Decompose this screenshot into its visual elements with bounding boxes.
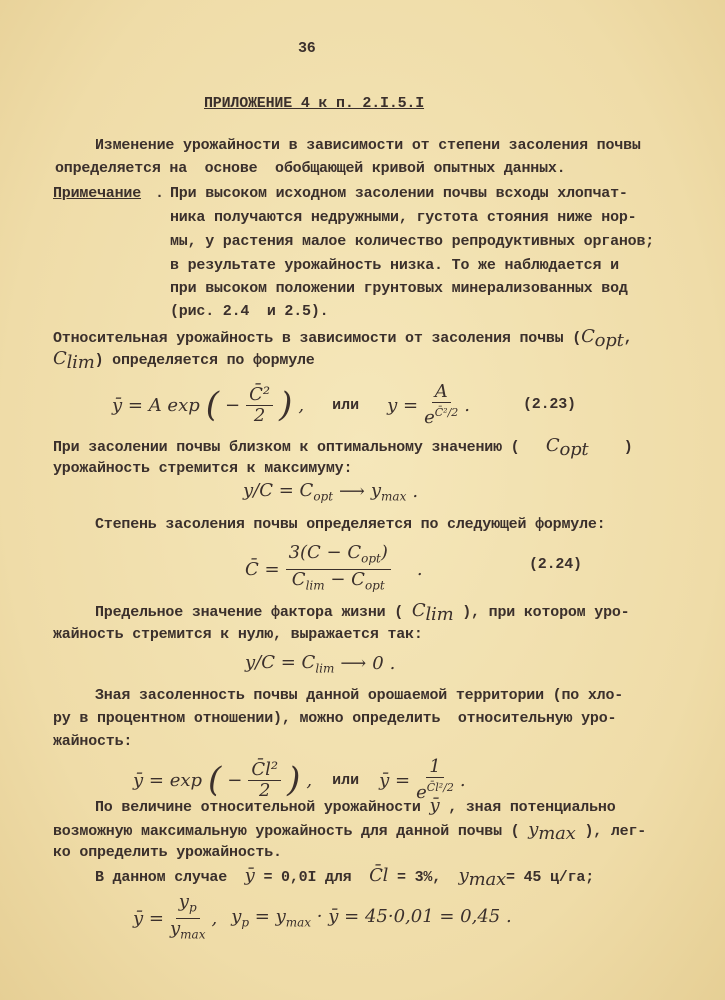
note-label: Примечание bbox=[53, 185, 142, 202]
equation-2-24: C̄ = $\frac{3(C - C_{opt})}{C_{lim} - C_{opt}}$ . bbox=[245, 542, 423, 593]
case-text: В данном случае ȳ = 0,0I для C̄l = 3%, $y_{max}= 45$ ц/га; bbox=[95, 865, 594, 890]
by-value-text: возможную максимальную урожайность для данной почвы ( $y_{max}$ ), лег- bbox=[53, 819, 647, 844]
rel-yield-text: $C_{lim}$) определяется по формуле bbox=[53, 348, 315, 373]
equation-final: ȳ = $\frac{y_p}{y_{max}}$ , $y_p = y_{max}$ · ȳ = 45·0,01 = 0,45 . bbox=[133, 891, 512, 942]
knowing-text: Зная засоленность почвы данной орошаемой территории (по хло- bbox=[95, 687, 624, 704]
limit-text: Предельное значение фактора жизни ( $C_{lim}$ ), при котором уро- bbox=[95, 600, 630, 625]
knowing-text: ру в процентном отношении), можно определить относительную уро- bbox=[53, 710, 617, 727]
note-line: (рис. 2.4 и 2.5). bbox=[170, 303, 329, 320]
appendix-title: ПРИЛОЖЕНИЕ 4 к п. 2.I.5.I bbox=[204, 95, 425, 112]
note-line: При высоком исходном засолении почвы всходы хлопчат- bbox=[170, 185, 628, 202]
equation-zero: $y/C = C_{lim}$ ⟶ 0 . bbox=[245, 652, 396, 676]
degree-text: Степень засоления почвы определяется по следующей формуле: bbox=[95, 516, 606, 533]
equation-cl: ȳ = exp ( − $\frac{\text{C̄l²}}{2}$ ) , или ȳ = $\frac{1}{e^{C̄l^2/2}}$ . bbox=[133, 756, 466, 803]
page-number: 36 bbox=[298, 40, 316, 57]
limit-text: жайность стремится к нулю, выражается так: bbox=[53, 626, 423, 643]
near-opt-text: При засолении почвы близком к оптимальному значению ( $C_{opt}$ ) bbox=[53, 435, 633, 460]
intro-line: определяется на основе обобщающей кривой опытных данных. bbox=[55, 160, 566, 177]
equation-max: $y/C = C_{opt}$ ⟶ $y_{max}$ . bbox=[243, 480, 419, 504]
note-line: при высоком положении грунтовых минерализованных вод bbox=[170, 280, 628, 297]
equation-2-23: ȳ = A exp ( − $\frac{\text{C̄²}}{2}$ ) , или y = $\frac{A}{e^{C̄^2/2}}$ . bbox=[112, 381, 471, 428]
note-line: мы, у растения малое количество репродуктивных органов; bbox=[170, 233, 655, 250]
equation-number: (2.24) bbox=[529, 556, 582, 573]
knowing-text: жайность: bbox=[53, 733, 133, 750]
by-value-text: По величине относительной урожайности ȳ , зная потенциально bbox=[95, 795, 616, 816]
by-value-text: ко определить урожайность. bbox=[53, 844, 282, 861]
note-line: ника получаются недружными, густота стояния ниже нор- bbox=[170, 209, 637, 226]
intro-line: Изменение урожайности в зависимости от степени засоления почвы bbox=[95, 137, 641, 154]
note-bullet: . bbox=[155, 185, 173, 202]
note-line: в результате урожайность низка. То же наблюдается и bbox=[170, 257, 619, 274]
near-opt-text: урожайность стремится к максимуму: bbox=[53, 460, 353, 477]
equation-number: (2.23) bbox=[523, 396, 576, 413]
rel-yield-text: Относительная урожайность в зависимости от засоления почвы ($C_{opt}$, bbox=[53, 326, 633, 351]
